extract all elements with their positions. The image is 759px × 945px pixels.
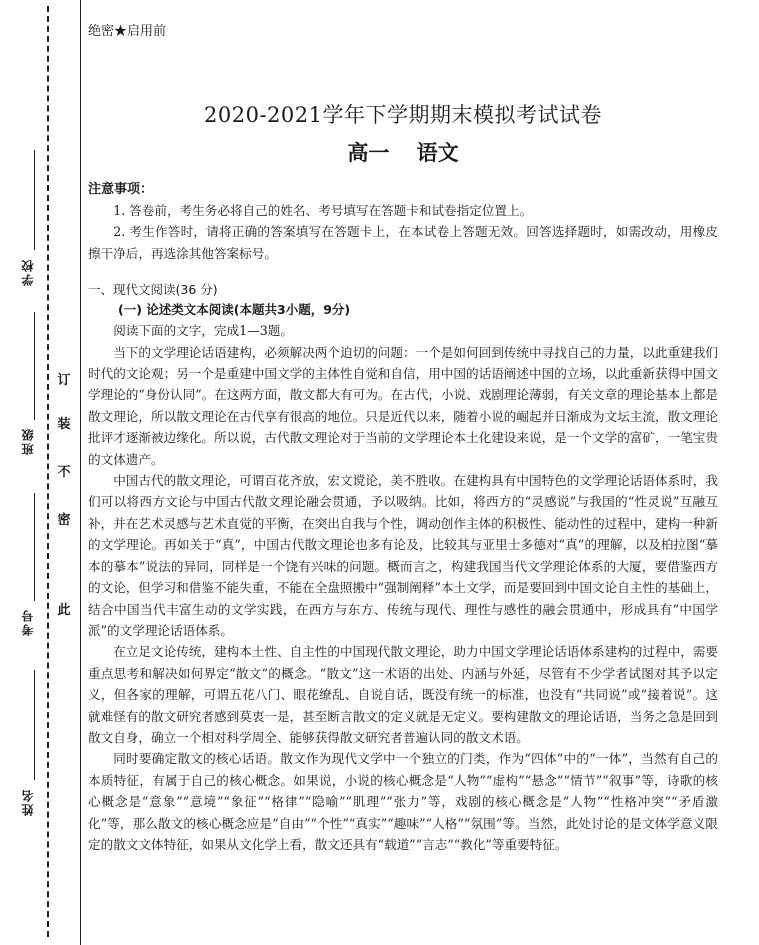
field-name-label: 姓名 [21, 788, 35, 816]
binding-margin [0, 0, 82, 945]
field-exam-number [19, 608, 37, 636]
school-blank-line[interactable] [34, 150, 35, 250]
seal-char-zhuang: 装 [53, 414, 75, 436]
seal-char-ci: 此 [53, 600, 75, 622]
section-heading: 一、现代文阅读(36 分) [88, 282, 218, 298]
notes-heading: 注意事项： [88, 182, 154, 197]
exam-subtitle: 高一 语文 [347, 140, 459, 165]
field-class [19, 427, 37, 455]
passage-paragraph: 当下的文学理论话语建构，必须解决两个迫切的问题：一个是如何回到传统中寻找自己的力量，以此重建我们时代的文论观；另一个是重建中国文学的主体性自觉和自信，用中国的话语阐述中国的立场，以此重新获得中国文学理论的“身份认同”。在这两方面，散文都大有可为。在古代，小说、戏剧理论薄弱，有关文章的理论基本上都是散文理论，所以散文理论在古代享有很高的地位。只是近代以来，随着小说的崛起并日渐成为文坛主流，散文理论批评才逐渐被边缘化。所以说，古代散文理论对于当前的文学理论本土化建设来说，是一个文学的富矿，一笔宝贵的文体遗产。 [88, 344, 718, 467]
exam-content [88, 22, 718, 855]
margin-border-line [80, 0, 81, 945]
field-school [19, 258, 37, 286]
note-item: 2. 考生作答时，请将正确的答案填写在答题卡上，在本试卷上答题无效。回答选择题时，如需改动，用橡皮擦干净后，再选涂其他答案标号。 [88, 224, 718, 261]
confidential-mark: 绝密★启用前 [88, 24, 167, 39]
field-school-label: 学校 [21, 258, 35, 286]
field-class-label: 班级 [21, 427, 35, 455]
subsection-heading: (一) 论述类文本阅读(本题共3小题，9分) [118, 302, 351, 318]
seal-char-mi: 密 [53, 510, 75, 532]
passage-paragraph: 在立足文论传统，建构本土性、自主性的中国现代散文理论，助力中国文学理论话语体系建构的过程中，需要重点思考和解决如何界定“散文”的概念。“散文”这一术语的出处、内涵与外延，尽管有不少学者试图对其予以定义，但各家的理解，可谓五花八门、眼花缭乱、自说自话，既没有统一的标准，也没有“共同说”或“接着说”。这就难怪有的散文研究者感到莫衷一是，甚至断言散文的定义就是无定义。要构建散文的理论话语，当务之急是回到散文自身，确立一个相对科学周全、能够获得散文研究者普遍认同的散文术语。 [88, 644, 718, 745]
exam-title: 2020-2021学年下学期期末模拟考试试卷 [204, 103, 602, 127]
seal-char-ding: 订 [53, 370, 75, 392]
class-blank-line[interactable] [34, 312, 35, 420]
passage-paragraph: 中国古代的散文理论，可谓百花齐放，宏文谠论，美不胜收。在建构具有中国特色的文学理论话语体系时，我们可以将西方文论与中国古代散文理论融会贯通，予以吸纳。比如，将西方的“灵感说”与我国的“性灵说”互融互补，并在艺术灵感与艺术直觉的平衡，在突出自我与个性，调动创作主体的积极性、能动性的过程中，建构一种新的文学理论。再如关于“真”，中国古代散文理论也多有论及，比较其与亚里士多德对“真”的理解，以及柏拉图“摹本的摹本”说法的异同，同样是一个饶有兴味的问题。概而言之，构建我国当代文学理论体系的大厦，要借鉴西方的文论，但学习和借鉴不能失重，不能在全盘照搬中“强制阐释”本土文学，而是要回到中国文论自主性的基础上，结合中国当代丰富生动的文学实践，在西方与东方、传统与现代、理性与感性的融会贯通中，形成具有“中国学派”的文学理论话语体系。 [88, 473, 718, 638]
reading-instruction: 阅读下面的文字，完成1—3题。 [113, 323, 293, 339]
passage-paragraph: 同时要确定散文的核心话语。散文作为现代文学中一个独立的门类，作为“四体”中的“一体”，当然有自己的本质特征，有属于自己的核心概念。如果说，小说的核心概念是“人物”“虚构”“悬念”“情节”“叙事”等，诗歌的核心概念是“意象”“意境”“象征”“格律”“隐喻”“肌理”“张力”等，戏剧的核心概念是“人物”“性格冲突”“矛盾激化”等，那么散文的核心概念应是“自由”“个性”“真实”“趣味”“人格”“氛围”等。当然，此处讨论的是文体学意义限定的散文文体特征，如果从文化学上看，散文还具有“载道”“言志”“教化”等重要特征。 [88, 751, 718, 852]
exam-number-blank-line[interactable] [34, 493, 35, 601]
seal-dashed-line [47, 6, 49, 937]
seal-char-bu: 不 [53, 462, 75, 484]
field-exam-number-label: 考号 [21, 608, 35, 636]
field-name [19, 788, 37, 816]
name-blank-line[interactable] [34, 670, 35, 780]
note-item: 1. 答卷前，考生务必将自己的姓名、考号填写在答题卡和试卷指定位置上。 [113, 203, 533, 218]
